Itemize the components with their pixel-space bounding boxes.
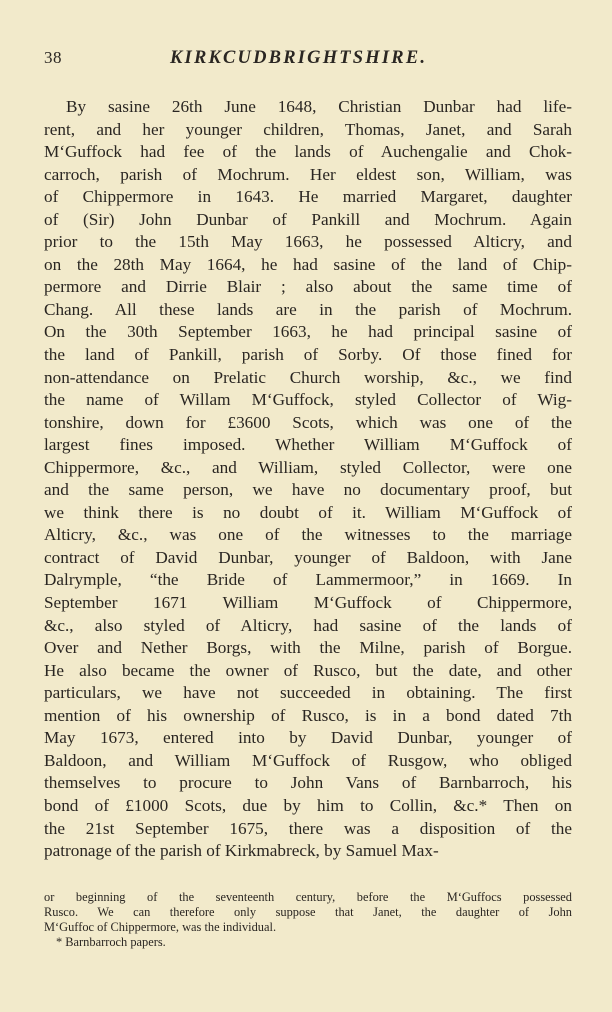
text-line: the land of Pankill, parish of Sorby. Of those fined for xyxy=(44,345,572,365)
text-line: rent, and her younger children, Thomas, Janet, and Sarah xyxy=(44,119,572,139)
text-line: non-attendance on Prelatic Church worship, &c., we find xyxy=(44,367,572,387)
text-line: He also became the owner of Rusco, but the date, and other xyxy=(44,660,572,680)
footnotes xyxy=(44,890,572,950)
text-line: the 21st September 1675, there was a disposition of the xyxy=(44,818,572,838)
text-line: on the 28th May 1664, he had sasine of the land of Chip- xyxy=(44,254,572,274)
footnote-line: Rusco. We can therefore only suppose that Janet, the daughter of John xyxy=(44,905,572,919)
footnote-marker-line: * Barnbarroch papers. xyxy=(56,935,166,949)
text-line: September 1671 William M‘Guffock of Chippermore, xyxy=(44,593,572,613)
page-header xyxy=(44,48,568,74)
text-line: May 1673, entered into by David Dunbar, younger of xyxy=(44,728,572,748)
text-line: &c., also styled of Alticry, had sasine of the lands of xyxy=(44,615,572,635)
text-line: of (Sir) John Dunbar of Pankill and Mochrum. Again xyxy=(44,209,572,229)
text-line: the name of Willam M‘Guffock, styled Collector of Wig- xyxy=(44,390,572,410)
text-line: contract of David Dunbar, younger of Baldoon, with Jane xyxy=(44,547,572,567)
body-paragraph xyxy=(44,96,572,863)
text-line: On the 30th September 1663, he had principal sasine of xyxy=(44,322,572,342)
text-line: Dalrymple, “the Bride of Lammermoor,” in 1669. In xyxy=(44,570,572,590)
text-line: and the same person, we have no documentary proof, but xyxy=(44,480,572,500)
text-line: themselves to procure to John Vans of Barnbarroch, his xyxy=(44,773,572,793)
text-line: bond of £1000 Scots, due by him to Collin, &c.* Then on xyxy=(44,795,572,815)
text-line: patronage of the parish of Kirkmabreck, by Samuel Max- xyxy=(44,841,439,861)
text-line: By sasine 26th June 1648, Christian Dunbar had life- xyxy=(66,97,572,116)
text-line: prior to the 15th May 1663, he possessed Alticry, and xyxy=(44,232,572,252)
text-line: M‘Guffock had fee of the lands of Auchengalie and Chok- xyxy=(44,142,572,162)
running-head: KIRKCUDBRIGHTSHIRE. xyxy=(170,48,428,68)
text-line: we think there is no doubt of it. William M‘Guffock of xyxy=(44,502,572,522)
text-line: tonshire, down for £3600 Scots, which was one of the xyxy=(44,412,572,432)
text-line: mention of his ownership of Rusco, is in a bond dated 7th xyxy=(44,705,572,725)
footnote-line: M‘Guffoc of Chippermore, was the individual. xyxy=(44,920,277,934)
text-line: Over and Nether Borgs, with the Milne, parish of Borgue. xyxy=(44,638,572,658)
text-line: carroch, parish of Mochrum. Her eldest son, William, was xyxy=(44,164,572,184)
page-number: 38 xyxy=(44,48,62,67)
text-line: of Chippermore in 1643. He married Margaret, daughter xyxy=(44,187,572,207)
text-line: Chang. All these lands are in the parish of Mochrum. xyxy=(44,299,572,319)
text-line: particulars, we have not succeeded in obtaining. The first xyxy=(44,683,572,703)
footnote-line: or beginning of the seventeenth century, before the M‘Guffocs possessed xyxy=(44,890,572,904)
text-line: Alticry, &c., was one of the witnesses to the marriage xyxy=(44,525,572,545)
text-line: largest fines imposed. Whether William M‘Guffock of xyxy=(44,435,572,455)
text-line: Chippermore, &c., and William, styled Collector, were one xyxy=(44,457,572,477)
text-line: Baldoon, and William M‘Guffock of Rusgow, who obliged xyxy=(44,750,572,770)
text-line: permore and Dirrie Blair ; also about the same time of xyxy=(44,277,572,297)
